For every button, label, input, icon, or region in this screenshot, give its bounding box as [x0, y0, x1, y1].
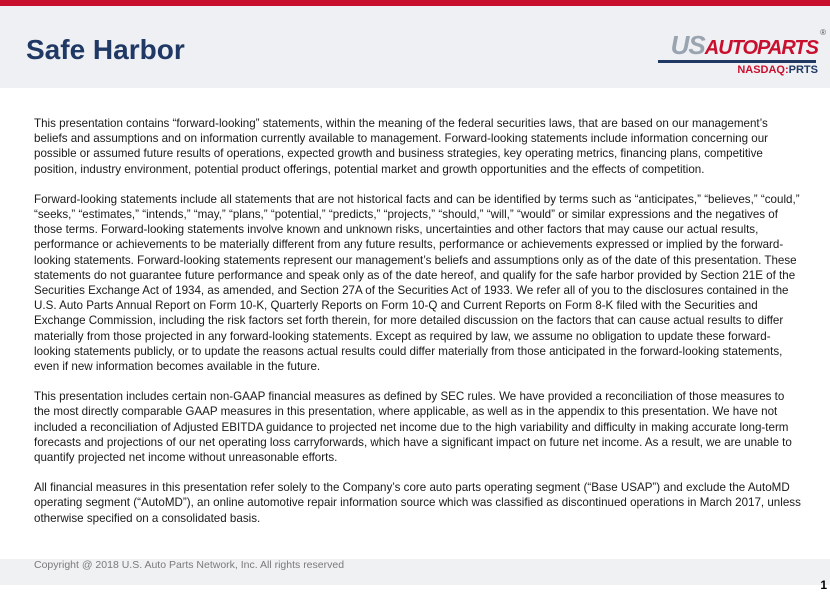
safe-harbor-body	[34, 116, 802, 541]
paragraph-forward-looking: This presentation contains “forward-looking” statements, within the meaning of the federal securities laws, that are based on our management’s beliefs and assumptions and on information currently available to management. Forward-looking statements include information concerning our possible or assumed future results of operations, expected growth and business strategies, key operating metrics, financing plans, competitive position, industry environment, potential product offerings, potential market and growth opportunities and the effects of competition.	[34, 117, 769, 176]
slide-title: Safe Harbor	[26, 34, 185, 65]
slide-header	[0, 6, 830, 88]
logo-underline	[658, 60, 816, 63]
ticker-symbol: PRTS	[788, 64, 818, 76]
copyright-notice: Copyright @ 2018 U.S. Auto Parts Network, Inc. All rights reserved	[34, 559, 345, 571]
logo-us: US	[670, 30, 705, 60]
logo-autoparts: AUTOPARTS	[704, 37, 818, 59]
ticker-label	[737, 64, 818, 76]
company-logo	[618, 28, 826, 88]
registered-mark: ®	[820, 28, 826, 37]
paragraph-non-gaap: This presentation includes certain non-GAAP financial measures as defined by SEC rules. We have provided a reconciliation of those measures to the most directly comparable GAAP measures in this presentation, where applicable, as well as in the appendix to this presentation. We have not included a reconciliation of Adjusted EBITDA guidance to projected net income due to the high variability and difficulty in making accurate long-term forecasts and projections of our net operating loss carryforwards, which have a significant impact on future net income. As a result, we are unable to quantify projected net income without unreasonable efforts.	[34, 390, 792, 465]
page-number: 1	[820, 578, 827, 592]
logo-wordmark	[671, 30, 818, 61]
paragraph-terms: Forward-looking statements include all statements that are not historical facts and can be identified by terms such as “anticipates,” “believes,” “could,” “seeks,” “estimates,” “intends,” “may,” “plans,” “potential,” “predicts,” “projects,” “should,” “will,” “would” or similar expressions and the negatives of those terms. Forward-looking statements involve known and unknown risks, uncertainties and other factors that may cause our actual results, performance or achievements to be materially different from any future results, performance or achievements expressed or implied by the forward-looking statements. Forward-looking statements represent our management’s beliefs and assumptions only as of the date of this presentation. These statements do not guarantee future performance and speak only as of the date hereof, and qualify for the safe harbor provided by Section 21E of the Securities Exchange Act of 1934, as amended, and Section 27A of the Securities Act of 1933. We refer all of you to the disclosures contained in the U.S. Auto Parts Annual Report on Form 10-K, Quarterly Reports on Form 10-Q and Current Reports on Form 8-K filed with the Securities and Exchange Commission, including the risk factors set forth therein, for more detailed discussion on the factors that can cause actual results to differ materially from those projected in any forward-looking statements. Except as required by law, we assume no obligation to update these forward-looking statements publicly, or to update the reasons actual results could differ materially from those anticipated in the forward-looking statements, even if new information becomes available in the future.	[34, 192, 800, 374]
exchange-label: NASDAQ:	[737, 64, 789, 76]
paragraph-segments: All financial measures in this presentation refer solely to the Company’s core auto parts operating segment (“Base USAP”) and exclude the AutoMD operating segment (“AutoMD”), an online automotive repair information source which was classified as discontinued operations in March 2017, unless otherwise specified on a consolidated basis.	[34, 481, 801, 525]
